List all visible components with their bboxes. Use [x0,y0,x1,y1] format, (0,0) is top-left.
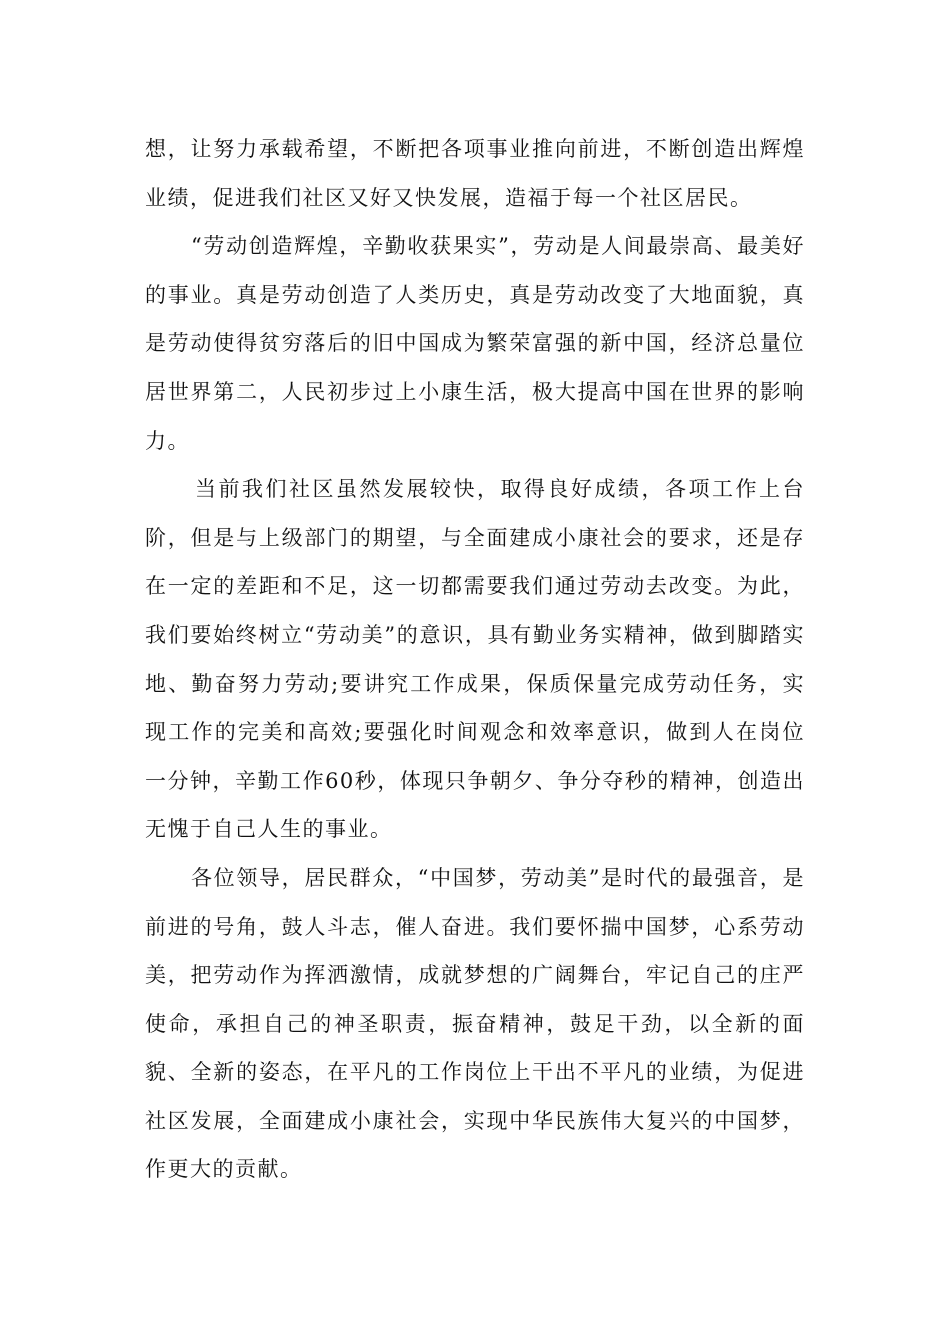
paragraph-community-development: 当前我们社区虽然发展较快，取得良好成绩，各项工作上台阶，但是与上级部门的期望，与全面建成小康社会的要求，还是存在一定的差距和不足，这一切都需要我们通过劳动去改变。为此，我们要始终树立“劳动美”的意识，具有勤业务实精神，做到脚踏实地、勤奋努力劳动;要讲究工作成果，保质保量完成劳动任务，实现工作的完美和高效;要强化时间观念和效率意识，做到人在岗位一分钟，辛勤工作60秒，体现只争朝夕、争分夺秒的精神，创造出无愧于自己人生的事业。 [145,477,805,842]
paragraph-closing-appeal: 各位领导，居民群众，“中国梦，劳动美”是时代的最强音，是前进的号角，鼓人斗志，催人奋进。我们要怀揣中国梦，心系劳动美，把劳动作为挥洒激情，成就梦想的广阔舞台，牢记自己的庄严使命，承担自己的神圣职责，振奋精神，鼓足干劲，以全新的面貌、全新的姿态，在平凡的工作岗位上干出不平凡的业绩，为促进社区发展，全面建成小康社会，实现中华民族伟大复兴的中国梦，作更大的贡献。 [145,865,805,1182]
paragraph-continuation: 想，让努力承载希望，不断把各项事业推向前进，不断创造出辉煌业绩，促进我们社区又好又快发展，造福于每一个社区居民。 [145,137,805,210]
document-body [145,125,805,1194]
paragraph-labor-creates-glory: “劳动创造辉煌，辛勤收获果实”，劳动是人间最崇高、最美好的事业。真是劳动创造了人类历史，真是劳动改变了大地面貌，真是劳动使得贫穷落后的旧中国成为繁荣富强的新中国，经济总量位居世界第二，人民初步过上小康生活，极大提高中国在世界的影响力。 [145,234,805,453]
